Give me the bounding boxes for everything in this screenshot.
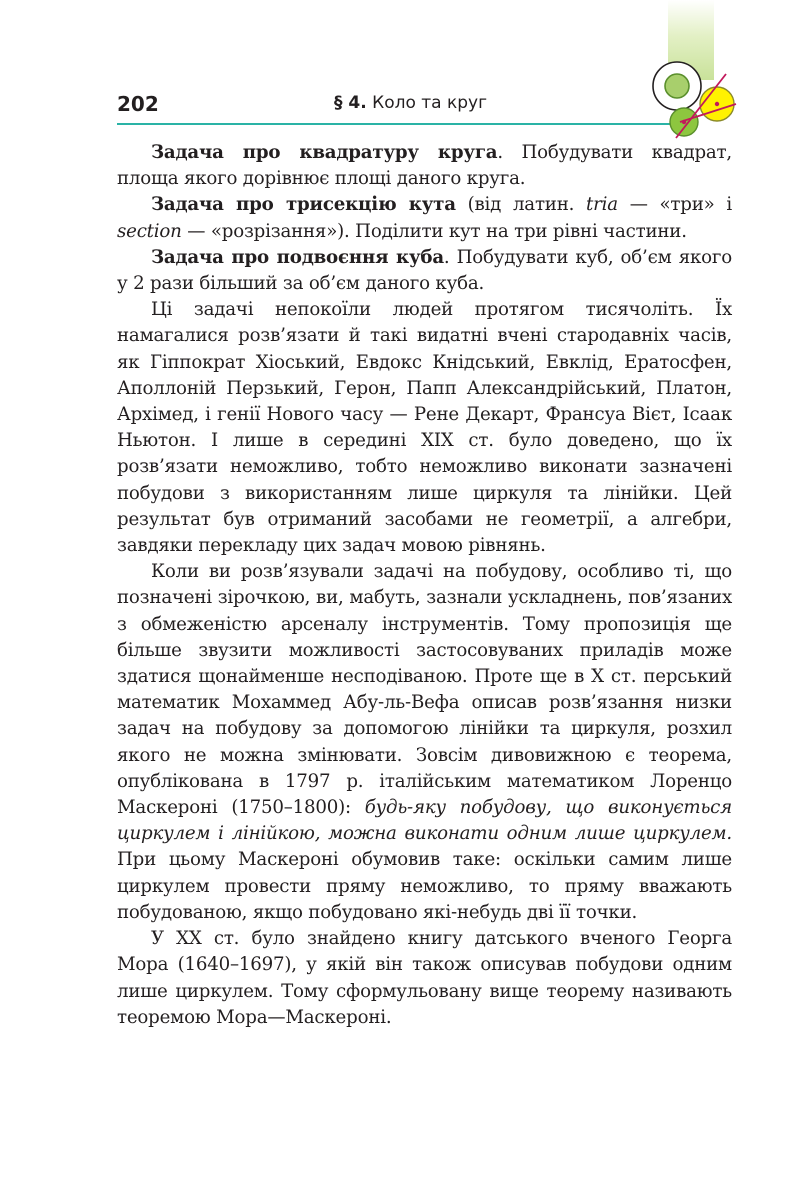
paragraph-text: Коли ви розв’язували задачі на побудову, особливо ті, що позначені зірочкою, ви, мабуть, зазнали ускладнень, пов’язаних з обмеженістю арсеналу інструментів. Тому пропозиція ще більше звузити можливості застосовуваних приладів може здатися щонайменше несподіваною. Проте ще в X ст. перський математик Мохаммед Абу-ль-Вефа описав розв’язання низки задач на побудову за допомогою лінійки та циркуля, розхил якого не можна змінювати. Зовсім дивовижною є теорема, опублікована в 1797 р. італійським математиком Лоренцо Маскероні (1750–1800): [117, 561, 732, 819]
paragraph-text: — «розрізання»). Поділити кут на три рівні частини. [181, 220, 687, 242]
term-trisection: Задача про трисекцію кута [151, 194, 456, 216]
paragraph-trisection [117, 192, 732, 244]
header-rule [117, 123, 697, 125]
paragraph-text: При цьому Маскероні обумовив таке: оскільки самим лише циркулем провести пряму неможливо, то пряму вважають побудованою, якщо побудовано які-небудь дві її точки. [117, 849, 732, 923]
latin-word-section: section [117, 220, 182, 242]
paragraph-quadrature [117, 140, 732, 192]
theorem-statement: будь-яку побудову, що виконується циркулем і лінійкою, можна виконати одним лише циркулем. [117, 797, 732, 845]
paragraph-history: Ці задачі непокоїли людей протягом тисячоліть. Їх намагалися розв’язати й такі видатні вчені стародавніх часів, як Гіппократ Хіоський, Евдокс Кнідський, Евклід, Ератосфен, Аполлоній Перзький, Герон, Папп Александрійський, Платон, Архімед, і генії Нового часу — Рене Декарт, Франсуа Вієт, Ісаак Ньютон. І лише в середині XIX ст. було доведено, що їх розв’язати неможливо, тобто неможливо виконати зазначені побудови з використанням лише циркуля та лінійки. Цей результат був отриманий засобами не геометрії, а алгебри, завдяки перекладу цих задач мовою рівнянь. [117, 299, 732, 557]
paragraph-mohr: У XX ст. було знайдено книгу датського вченого Георга Мора (1640–1697), у якій він також описував побудови одним лише циркулем. Тому сформульовану вище теорему називають теоремою Мора—Маскероні. [117, 928, 732, 1028]
paragraph-text: — «три» і [617, 194, 732, 216]
paragraph-mascheroni [117, 559, 732, 926]
circles-compass-emblem-icon [640, 60, 740, 140]
term-cube-doubling: Задача про подвоєння куба [151, 246, 444, 268]
section-title [334, 93, 487, 113]
paragraph-text: . Побудувати квадрат, площа якого дорівнює площі даного круга. [117, 142, 732, 190]
paragraph-text: (від латин. [455, 194, 587, 216]
section-mark: § 4. [334, 93, 367, 113]
body-text [117, 140, 732, 1031]
paragraph-text: . Побудувати куб, об’єм якого у 2 рази більший за об’єм даного куба. [117, 246, 732, 295]
section-title-text: Коло та круг [372, 93, 488, 113]
term-quadrature: Задача про квадратуру круга [151, 142, 498, 163]
paragraph-cube-doubling [117, 245, 732, 297]
page-number: 202 [117, 92, 159, 116]
latin-word-tria: tria [586, 194, 618, 216]
